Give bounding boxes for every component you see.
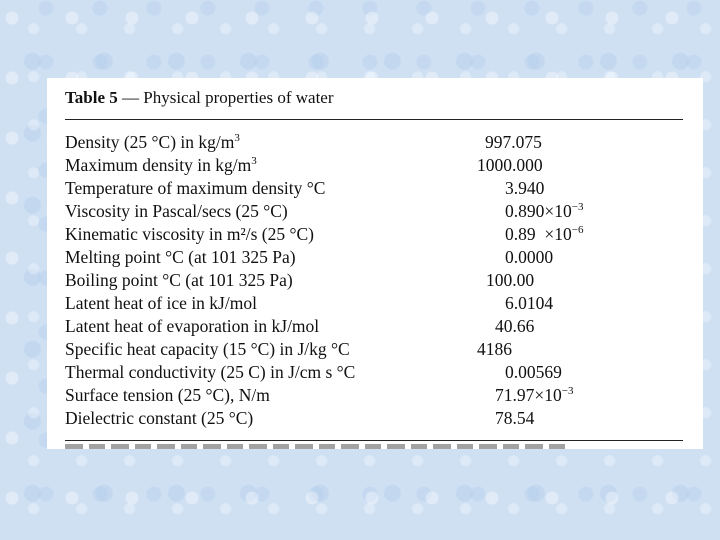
property-cell: Boiling point °C (at 101 325 Pa)	[65, 270, 293, 290]
property-cell: Melting point °C (at 101 325 Pa)	[65, 247, 296, 267]
value-cell: 0.00569	[505, 362, 562, 382]
property-cell: Dielectric constant (25 °C)	[65, 408, 254, 428]
property-cell: Viscosity in Pascal/secs (25 °C)	[65, 201, 288, 221]
table-row	[65, 132, 683, 155]
table-title	[65, 88, 334, 108]
table-row	[65, 201, 683, 224]
table-row	[65, 339, 683, 362]
property-cell: Thermal conductivity (25 C) in J/cm s °C	[65, 362, 356, 382]
table-row	[65, 293, 683, 316]
value-cell: $71.97\times 10^{-3}$	[495, 385, 574, 405]
value-cell: 997.075	[485, 132, 542, 152]
cropped-footnote-line	[65, 444, 565, 449]
table-top-rule	[65, 119, 683, 120]
property-cell: Maximum density in $kg/m^3$	[65, 155, 257, 175]
table-row	[65, 362, 683, 385]
table-row	[65, 178, 683, 201]
table-bottom-rule	[65, 440, 683, 441]
property-cell: Temperature of maximum density °C	[65, 178, 326, 198]
value-cell: 40.66	[495, 316, 535, 336]
table-label: Table 5	[65, 88, 118, 107]
table-row	[65, 385, 683, 408]
property-cell: Latent heat of ice in kJ/mol	[65, 293, 257, 313]
table-row	[65, 316, 683, 339]
property-cell: Specific heat capacity (15 °C) in J/kg °C	[65, 339, 350, 359]
table-row	[65, 224, 683, 247]
table-body	[65, 132, 683, 431]
table-page	[47, 78, 703, 449]
value-cell: 100.00	[486, 270, 535, 290]
table-row	[65, 408, 683, 431]
table-row	[65, 270, 683, 293]
property-cell: Kinematic viscosity in m²/s (25 °C)	[65, 224, 314, 244]
table-row	[65, 155, 683, 178]
value-cell: 6.0104	[505, 293, 554, 313]
table-row	[65, 247, 683, 270]
property-cell: Latent heat of evaporation in kJ/mol	[65, 316, 320, 336]
value-cell: 3.940	[505, 178, 545, 198]
value-cell: 4186	[477, 339, 512, 359]
value-cell: 1000.000	[477, 155, 543, 175]
value-cell: 78.54	[495, 408, 535, 428]
property-cell: Surface tension (25 °C), N/m	[65, 385, 270, 405]
value-cell: $0.89 \times 10^{-6}$	[505, 224, 584, 244]
value-cell: $0.890\times 10^{-3}$	[505, 201, 584, 221]
property-cell: Density (25 °C) in $kg/m^3$	[65, 132, 240, 152]
table-title-text: — Physical properties of water	[117, 88, 334, 107]
value-cell: 0.0000	[505, 247, 554, 267]
